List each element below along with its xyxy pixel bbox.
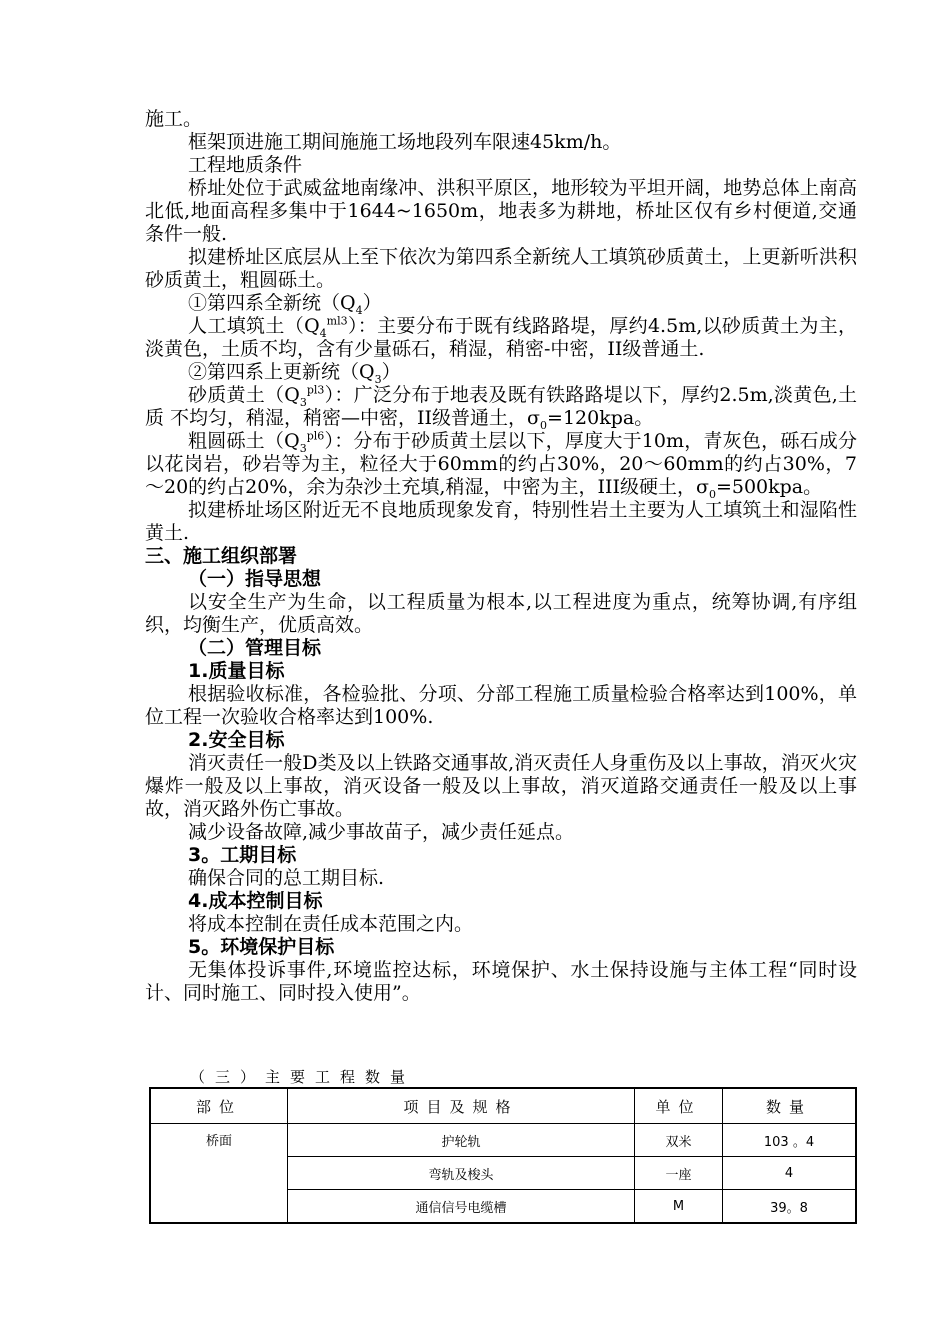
paragraph <box>145 844 857 867</box>
text-run: 砂质黄土（Q <box>188 384 300 406</box>
text-run: ml3 <box>326 314 348 328</box>
header-unit: 单位 <box>635 1088 723 1124</box>
text-run: 工程地质条件 <box>188 154 303 176</box>
text-run: 粗圆砾土（Q <box>188 430 300 452</box>
paragraph <box>145 292 857 315</box>
text-run: ）：广泛分布于地表及既有铁路路堤以下，厚约2.5m,淡黄色,土质 不均匀，稍湿，稍密—中密，II级普通土，σ <box>145 384 857 429</box>
text-run: 消灭责任一般D类及以上铁路交通事故,消灭责任人身重伤及以上事故，消灭火灾爆炸一般及以上事故，消灭设备一般及以上事故，消灭道路交通责任一般及以上事故，消灭路外伤亡事故。 <box>145 752 857 820</box>
paragraph <box>145 315 857 361</box>
text-run: 3 <box>299 395 307 409</box>
paragraph <box>145 637 857 660</box>
paragraph <box>145 177 857 246</box>
table-row <box>150 1124 856 1157</box>
paragraph <box>145 246 857 292</box>
paragraph <box>145 108 857 131</box>
quantity-cell: 103 。4 <box>723 1124 857 1157</box>
unit-cell: M <box>635 1190 723 1224</box>
quantity-table <box>149 1087 857 1224</box>
text-run: 拟建桥址区底层从上至下依次为第四系全新统人工填筑砂质黄土，上更新听洪积砂质黄土，粗圆砾土。 <box>145 246 857 291</box>
paragraph <box>145 660 857 683</box>
item-cell: 护轮轨 <box>288 1124 635 1157</box>
quantity-cell: 4 <box>723 1157 857 1190</box>
paragraph <box>145 729 857 752</box>
paragraph <box>145 154 857 177</box>
paragraph <box>145 936 857 959</box>
text-run: 3 <box>299 441 307 455</box>
header-item: 项目及规格 <box>288 1088 635 1124</box>
document-body <box>145 108 857 1005</box>
text-run: 人工填筑土（Q <box>188 315 320 337</box>
paragraph <box>145 867 857 890</box>
paragraph <box>145 131 857 154</box>
text-run: ） <box>381 361 401 383</box>
text-run: 确保合同的总工期目标. <box>188 867 385 889</box>
text-run: ②第四系上更新统（Q <box>188 361 375 383</box>
text-run: 0 <box>708 487 716 501</box>
text-run: 3 <box>374 372 382 386</box>
unit-cell: 一座 <box>635 1157 723 1190</box>
text-run: 拟建桥址场区附近无不良地质现象发育，特别性岩土主要为人工填筑土和湿陷性黄土. <box>145 499 857 544</box>
text-run: （二）管理目标 <box>188 637 322 659</box>
table-header-row <box>150 1088 856 1124</box>
text-run: 将成本控制在责任成本范围之内。 <box>188 913 474 935</box>
paragraph <box>145 545 857 568</box>
text-run: pl6 <box>306 429 325 443</box>
text-run: 桥址处位于武威盆地南缘冲、洪积平原区，地形较为平坦开阔，地势总体上南高北低,地面高程多集中于1644~1650m，地表多为耕地，桥址区仅有乡村便道,交通条件一般. <box>145 177 857 245</box>
text-run: pl3 <box>306 383 325 397</box>
text-run: =120kpa。 <box>547 407 654 429</box>
text-run: 三、施工组织部署 <box>145 545 298 567</box>
text-run: ） <box>362 292 382 314</box>
text-run: ）：分布于砂质黄土层以下，厚度大于10m，青灰色，砾石成分以花岗岩，砂岩等为主，粒径大于60mm的约占30%，20～60mm的约占30%，7～20的约占20%，余为杂沙土充填,稍湿，中密为主，III级硬土，σ <box>145 430 857 498</box>
location-cell: 桥面 <box>150 1124 288 1224</box>
paragraph <box>145 568 857 591</box>
item-cell: 弯轨及梭头 <box>288 1157 635 1190</box>
paragraph <box>145 361 857 384</box>
paragraph <box>145 752 857 821</box>
paragraph <box>145 499 857 545</box>
paragraph <box>145 821 857 844</box>
header-location: 部位 <box>150 1088 288 1124</box>
paragraph <box>145 591 857 637</box>
text-run: 2.安全目标 <box>188 729 285 751</box>
paragraph <box>145 913 857 936</box>
text-run: ①第四系全新统（Q <box>188 292 356 314</box>
paragraph <box>145 959 857 1005</box>
header-quantity: 数量 <box>723 1088 857 1124</box>
text-run: =500kpa。 <box>715 476 823 498</box>
text-run: 无集体投诉事件,环境监控达标，环境保护、水土保持设施与主体工程“同时设计、同时施工、同时投入使用”。 <box>145 959 857 1004</box>
table-caption: （三）主要工程数量 <box>190 1068 416 1086</box>
text-run: 施工。 <box>145 108 203 130</box>
text-run: 1.质量目标 <box>188 660 285 682</box>
text-run: 以安全生产为生命，以工程质量为根本,以工程进度为重点，统筹协调,有序组织，均衡生产，优质高效。 <box>145 591 857 636</box>
paragraph <box>145 384 857 430</box>
paragraph <box>145 430 857 499</box>
paragraph <box>145 890 857 913</box>
text-run: 根据验收标准，各检验批、分项、分部工程施工质量检验合格率达到100%，单位工程一次验收合格率达到100%. <box>145 683 857 728</box>
text-run: 减少设备故障,减少事故苗子，减少责任延点。 <box>188 821 575 843</box>
item-cell: 通信信号电缆槽 <box>288 1190 635 1224</box>
text-run: 4 <box>355 303 363 317</box>
text-run: 4 <box>319 326 327 340</box>
text-run: 4.成本控制目标 <box>188 890 323 912</box>
text-run: 0 <box>540 418 548 432</box>
text-run: 3。工期目标 <box>188 844 297 866</box>
unit-cell: 双米 <box>635 1124 723 1157</box>
text-run: （一）指导思想 <box>188 568 322 590</box>
text-run: 框架顶进施工期间施施工场地段列车限速45km/h。 <box>188 131 622 153</box>
text-run: ）：主要分布于既有线路路堤，厚约4.5m,以砂质黄土为主，淡黄色，土质不均，含有少量砾石，稍湿，稍密-中密，II级普通土. <box>145 315 858 360</box>
quantity-cell: 39。8 <box>723 1190 857 1224</box>
text-run: 5。环境保护目标 <box>188 936 335 958</box>
paragraph <box>145 683 857 729</box>
